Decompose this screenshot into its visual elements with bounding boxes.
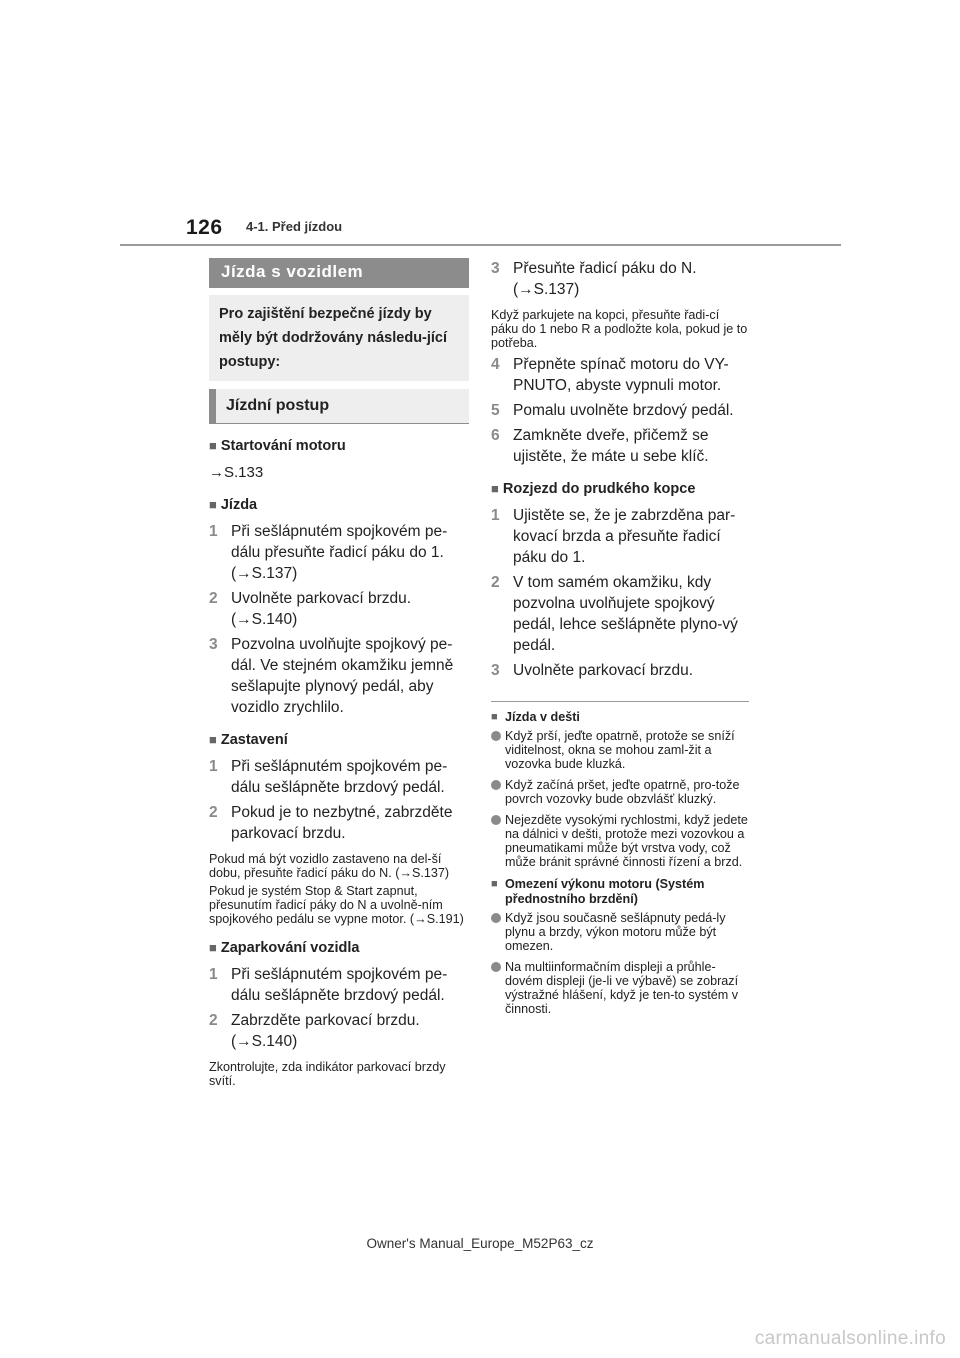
step-item [491, 258, 749, 300]
step-text: Pozvolna uvolňujte spojkový pe-dál. Ve stejném okamžiku jemně sešlapujte plynový pedál, aby vozidlo zrychlilo. [231, 636, 454, 716]
sub-heading: Jízdní postup [209, 389, 469, 424]
subsection-heading-drive: ■ Jízda [209, 497, 258, 513]
left-column [209, 258, 469, 1092]
step-text: Pomalu uvolněte brzdový pedál. [513, 402, 734, 419]
right-column [491, 258, 749, 1023]
bullet-item [491, 911, 749, 953]
info-heading-power: ■ Omezení výkonu motoru (Systém přednostního brzdění) [491, 877, 705, 906]
note-text: Pokud je systém Stop & Start zapnut, přesunutím řadicí páky do N a uvolně-ním spojkového pedálu se vypne motor. (→S.191) [209, 884, 464, 926]
page-reference: →S.133 [209, 464, 264, 481]
circle-bullet-icon [491, 962, 501, 972]
circle-bullet-icon [491, 780, 501, 790]
step-text: Uvolněte parkovací brzdu. (→S.140) [231, 590, 412, 628]
step-number: 4 [491, 356, 500, 373]
subsection-heading-start: ■ Startování motoru [209, 438, 346, 454]
bullet-item [491, 729, 749, 771]
step-number: 3 [209, 636, 218, 653]
circle-bullet-icon [491, 815, 501, 825]
step-item [209, 1010, 469, 1052]
step-item [491, 400, 749, 421]
step-text: Ujistěte se, že je zabrzděna par-kovací brzda a přesuňte řadicí páku do 1. [513, 507, 736, 566]
step-number: 1 [209, 966, 218, 983]
watermark-text: carmanualsonline.info [754, 1328, 946, 1349]
square-bullet-icon: ■ [209, 497, 217, 512]
step-number: 2 [209, 804, 218, 821]
bullet-text: Když prší, jeďte opatrně, protože se sníží viditelnost, okna se mohou zaml-žit a vozovka bude kluzká. [505, 729, 735, 771]
step-item [491, 425, 749, 467]
step-number: 2 [209, 1012, 218, 1029]
section-divider [491, 701, 749, 702]
step-text: Při sešlápnutém spojkovém pe-dálu sešlápněte brzdový pedál. [231, 966, 448, 1004]
step-text: Pokud je to nezbytné, zabrzděte parkovací brzdu. [231, 804, 453, 842]
step-number: 3 [491, 260, 500, 277]
page-number: 126 [186, 216, 223, 239]
step-number: 2 [491, 574, 500, 591]
bullet-text: Když začíná pršet, jeďte opatrně, pro-tože povrch vozovky bude obzvlášť kluzký. [505, 778, 740, 806]
step-item [209, 634, 469, 718]
subsection-heading-hill: ■ Rozjezd do prudkého kopce [491, 481, 696, 497]
step-text: Zabrzděte parkovací brzdu. (→S.140) [231, 1012, 420, 1050]
circle-bullet-icon [491, 913, 501, 923]
step-number: 1 [209, 758, 218, 775]
step-item [209, 964, 469, 1006]
bullet-item [491, 960, 749, 1016]
step-number: 1 [491, 507, 500, 524]
step-item [209, 588, 469, 630]
square-bullet-icon: ■ [491, 481, 499, 496]
step-item [491, 572, 749, 656]
step-text: Přesuňte řadicí páku do N. (→S.137) [513, 260, 697, 298]
step-text: V tom samém okamžiku, kdy pozvolna uvolňujete spojkový pedál, lehce sešlápněte plyno-vý pedál. [513, 574, 738, 654]
header-rule [120, 244, 841, 246]
intro-box: Pro zajištění bezpečné jízdy by měly být dodržovány následu-jící postupy: [209, 295, 469, 381]
step-number: 3 [491, 662, 500, 679]
footer-text: Owner's Manual_Europe_M52P63_cz [366, 1236, 594, 1251]
step-number: 5 [491, 402, 500, 419]
bullet-item [491, 813, 749, 869]
step-item [209, 756, 469, 798]
step-number: 2 [209, 590, 218, 607]
square-bullet-icon: ■ [209, 438, 217, 453]
step-text: Při sešlápnutém spojkovém pe-dálu přesuňte řadicí páku do 1. (→S.137) [231, 523, 448, 582]
step-text: Při sešlápnutém spojkovém pe-dálu sešlápněte brzdový pedál. [231, 758, 448, 796]
step-item [209, 521, 469, 584]
note-text: Když parkujete na kopci, přesuňte řadi-cí páku do 1 nebo R a podložte kola, pokud je to potřeba. [491, 308, 748, 350]
square-bullet-icon: ■ [209, 940, 217, 955]
square-bullet-icon: ■ [491, 878, 498, 890]
subsection-heading-stop: ■ Zastavení [209, 732, 288, 748]
square-bullet-icon: ■ [491, 711, 498, 723]
note-text: Zkontrolujte, zda indikátor parkovací brzdy svítí. [209, 1060, 446, 1088]
bullet-text: Nejezděte vysokými rychlostmi, když jedete na dálnici v dešti, protože mezi vozovkou a pneumatikami může být vrstva vody, což může bránit správné činnosti řízení a brzd. [505, 813, 748, 869]
step-number: 6 [491, 427, 500, 444]
note-text: Pokud má být vozidlo zastaveno na del-ší dobu, přesuňte řadicí páku do N. (→S.137) [209, 852, 450, 880]
circle-bullet-icon [491, 731, 501, 741]
step-item [491, 354, 749, 396]
step-item [491, 660, 749, 681]
step-number: 1 [209, 523, 218, 540]
bullet-item [491, 778, 749, 806]
step-text: Přepněte spínač motoru do VY-PNUTO, abyste vypnuli motor. [513, 356, 729, 394]
step-item [209, 802, 469, 844]
subsection-heading-park: ■ Zaparkování vozidla [209, 940, 360, 956]
info-heading-rain: ■ Jízda v dešti [491, 710, 580, 724]
section-title: 4-1. Před jízdou [246, 219, 343, 234]
bullet-text: Na multiinformačním displeji a průhle-dovém displeji (je-li ve výbavě) se zobrazí výstražné hlášení, když je ten-to systém v činnosti. [505, 960, 739, 1016]
square-bullet-icon: ■ [209, 732, 217, 747]
step-item [491, 505, 749, 568]
step-text: Uvolněte parkovací brzdu. [513, 662, 694, 679]
bullet-text: Když jsou současně sešlápnuty pedá-ly plynu a brzdy, výkon motoru může být omezen. [505, 911, 726, 953]
step-text: Zamkněte dveře, přičemž se ujistěte, že máte u sebe klíč. [513, 427, 709, 465]
main-heading: Jízda s vozidlem [209, 258, 469, 288]
